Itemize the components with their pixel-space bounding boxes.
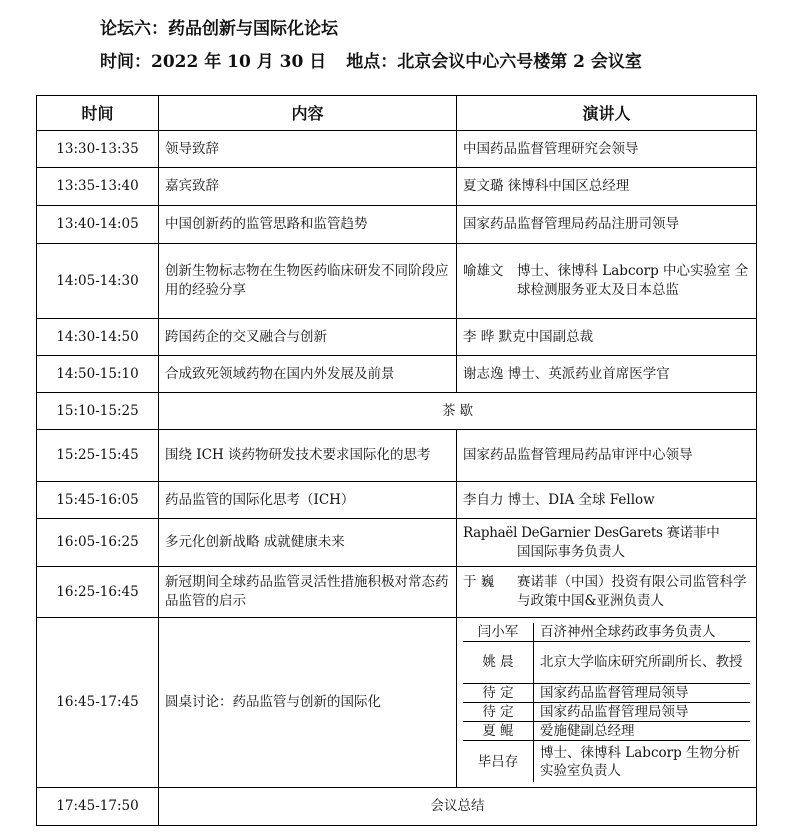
- panel-speaker-desc: 博士、徕博科 Labcorp 生物分析实验室负责人: [534, 740, 751, 782]
- speaker-name: 于 巍: [463, 574, 495, 590]
- speaker-line-1: Raphaël DeGarnier DesGarets 赛诺菲中: [463, 524, 720, 541]
- table-row: [37, 567, 757, 618]
- row-speaker: 中国药品监督管理研究会领导: [457, 131, 757, 168]
- row-content: 嘉宾致辞: [159, 168, 457, 206]
- row-content: 领导致辞: [159, 131, 457, 168]
- panel-speaker: [463, 740, 750, 782]
- row-content: 新冠期间全球药品监管灵活性措施积极对常态药品监管的启示: [159, 567, 457, 618]
- row-content: 创新生物标志物在生物医药临床研发不同阶段应用的经验分享: [159, 244, 457, 319]
- tea-break: 茶 歇: [159, 393, 757, 430]
- header-speaker: 演讲人: [457, 96, 757, 131]
- row-time: 14:30-14:50: [37, 319, 159, 356]
- panel-speaker: [463, 721, 750, 740]
- row-time: 16:05-16:25: [37, 519, 159, 567]
- panel-speaker-name: 待 定: [463, 702, 534, 721]
- header-row: [37, 96, 757, 131]
- speaker-name: 喻雄文: [463, 263, 504, 279]
- header-time: 时间: [37, 96, 159, 131]
- panel-speaker: [463, 641, 750, 683]
- row-speaker: [457, 244, 757, 319]
- panel-speaker-desc: 国家药品监督管理局领导: [534, 683, 751, 702]
- row-speaker: 李 晔 默克中国副总裁: [457, 319, 757, 356]
- panel-speakers: [457, 618, 757, 788]
- panel-speaker: [463, 683, 750, 702]
- row-speaker: 李自力 博士、DIA 全球 Fellow: [457, 482, 757, 519]
- row-speaker: [457, 567, 757, 618]
- table-row: [37, 788, 757, 826]
- row-content: 围绕 ICH 谈药物研发技术要求国际化的思考: [159, 430, 457, 482]
- forum-time-place: [100, 47, 642, 72]
- row-speaker: [457, 519, 757, 567]
- panel-speaker-name: 毕吕存: [463, 740, 534, 782]
- closing-summary: 会议总结: [159, 788, 757, 826]
- row-speaker: 国家药品监督管理局药品审评中心领导: [457, 430, 757, 482]
- row-content: 多元化创新战略 成就健康未来: [159, 519, 457, 567]
- table-row: [37, 519, 757, 567]
- speaker-desc: 博士、徕博科 Labcorp 中心实验室 全球检测服务亚太及日本总监: [517, 263, 749, 298]
- header-content: 内容: [159, 96, 457, 131]
- panel-speaker-desc: 百济神州全球药政事务负责人: [534, 623, 751, 642]
- table-row: [37, 131, 757, 168]
- panel-speaker-table: [463, 623, 750, 783]
- row-time: 16:45-17:45: [37, 618, 159, 788]
- row-time: 17:45-17:50: [37, 788, 159, 826]
- speaker-line-2: 国国际事务负责人: [517, 543, 625, 560]
- row-time: 15:25-15:45: [37, 430, 159, 482]
- panel-speaker-name: 闫小军: [463, 623, 534, 642]
- panel-speaker: [463, 702, 750, 721]
- table-row: [37, 430, 757, 482]
- row-content: 药品监管的国际化思考（ICH）: [159, 482, 457, 519]
- row-time: 13:30-13:35: [37, 131, 159, 168]
- panel-speaker-name: 姚 晨: [463, 641, 534, 683]
- speaker-desc: 赛诺菲（中国）投资有限公司监管科学与政策中国&亚洲负责人: [517, 574, 747, 609]
- forum-title: 论坛六：药品创新与国际化论坛: [100, 19, 338, 39]
- row-content: 中国创新药的监管思路和监管趋势: [159, 206, 457, 244]
- table-row: [37, 356, 757, 393]
- row-time: 14:05-14:30: [37, 244, 159, 319]
- table-row: [37, 168, 757, 206]
- forum-time: 时间：2022 年 10 月 30 日: [100, 52, 327, 72]
- row-content: 圆桌讨论：药品监管与创新的国际化: [159, 618, 457, 788]
- row-time: 16:25-16:45: [37, 567, 159, 618]
- row-time: 13:40-14:05: [37, 206, 159, 244]
- row-time: 15:45-16:05: [37, 482, 159, 519]
- row-content: 跨国药企的交叉融合与创新: [159, 319, 457, 356]
- panel-speaker-name: 夏 鲲: [463, 721, 534, 740]
- row-content: 合成致死领域药物在国内外发展及前景: [159, 356, 457, 393]
- row-time: 15:10-15:25: [37, 393, 159, 430]
- table-row: [37, 244, 757, 319]
- row-speaker: 夏文璐 徕博科中国区总经理: [457, 168, 757, 206]
- panel-speaker-desc: 北京大学临床研究所副所长、教授: [534, 641, 751, 683]
- panel-row: [37, 618, 757, 788]
- schedule-table: [36, 95, 757, 826]
- table-row: [37, 393, 757, 430]
- forum-place: 地点：北京会议中心六号楼第 2 会议室: [346, 52, 642, 72]
- row-time: 13:35-13:40: [37, 168, 159, 206]
- panel-speaker: [463, 623, 750, 642]
- panel-speaker-name: 待 定: [463, 683, 534, 702]
- table-row: [37, 482, 757, 519]
- row-speaker: 国家药品监督管理局药品注册司领导: [457, 206, 757, 244]
- row-time: 14:50-15:10: [37, 356, 159, 393]
- table-row: [37, 319, 757, 356]
- panel-speaker-desc: 国家药品监督管理局领导: [534, 702, 751, 721]
- row-speaker: 谢志逸 博士、英派药业首席医学官: [457, 356, 757, 393]
- panel-speaker-desc: 爱施健副总经理: [534, 721, 751, 740]
- table-row: [37, 206, 757, 244]
